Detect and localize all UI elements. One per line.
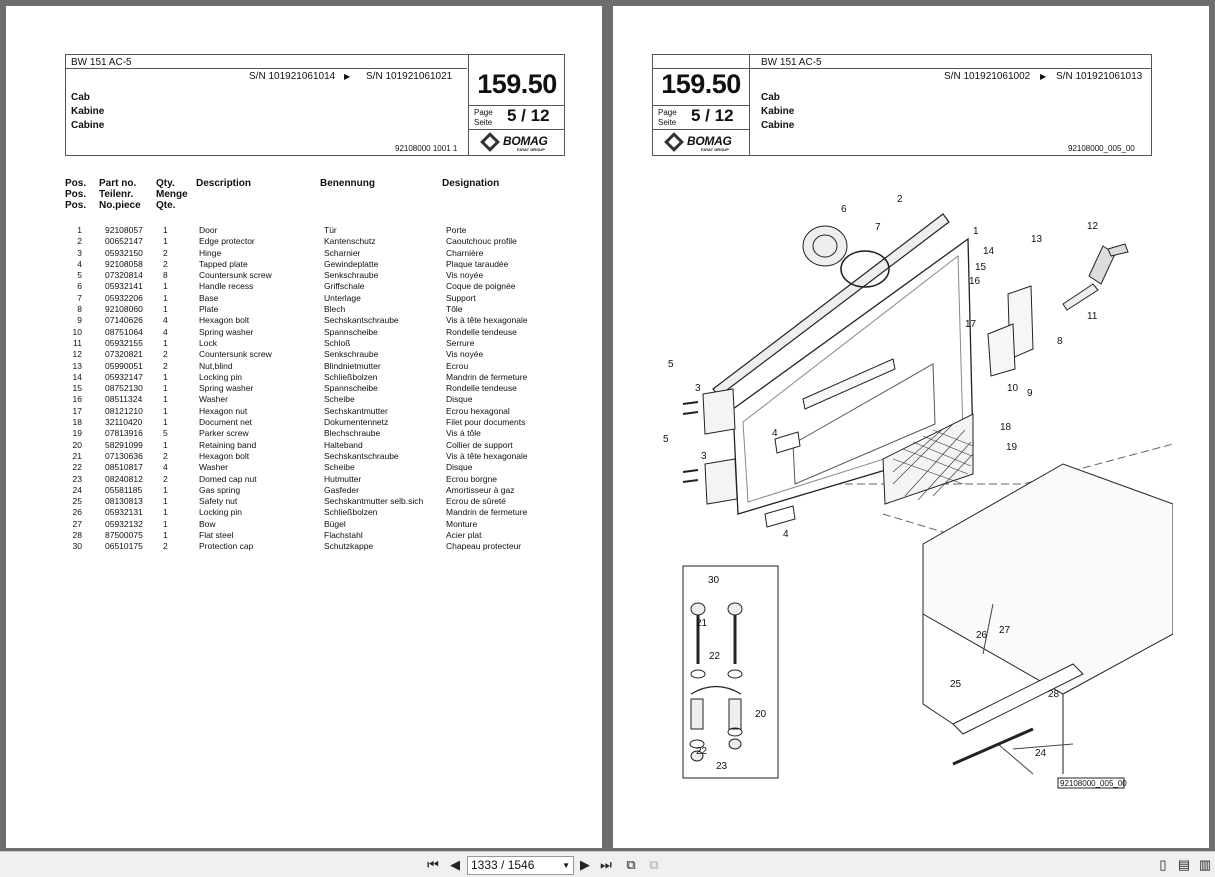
section-number: 159.50 [477, 69, 557, 99]
part-number: 07813916 [105, 428, 143, 439]
callout-4: 4 [772, 428, 778, 439]
callout-14: 14 [983, 246, 995, 257]
part-designation: Caoutchouc profile [446, 236, 517, 247]
part-qty: 1 [163, 439, 168, 450]
part-number: 05932132 [105, 518, 143, 529]
section-box [468, 55, 565, 155]
callout-20: 20 [755, 709, 767, 720]
facing-icon[interactable]: ▥ [1198, 857, 1212, 872]
part-benennung: Kantenschutz [324, 236, 376, 247]
part-benennung: Dokumentennetz [324, 417, 389, 428]
part-benennung: Flachstahl [324, 530, 363, 541]
page-title: Cab Kabine Cabine [761, 92, 795, 131]
title-de: Kabine [71, 106, 105, 117]
part-benennung: Sechskantschraube [324, 315, 399, 326]
part-qty: 1 [163, 417, 168, 428]
part-qty: 1 [163, 496, 168, 507]
part-description: Hexagon nut [199, 405, 248, 416]
serial-from: S/N 101921061014 [249, 71, 336, 82]
part-qty: 1 [163, 371, 168, 382]
part-qty: 1 [163, 281, 168, 292]
part-designation: Vis noyée [446, 270, 484, 281]
callout-18: 18 [1000, 422, 1012, 433]
col-pos-header: Pos. Pos. Pos. [65, 178, 87, 211]
part-benennung: Tür [324, 225, 337, 235]
part-pos: 21 [72, 450, 82, 461]
table-row [66, 530, 566, 541]
part-description: Edge protector [199, 236, 255, 247]
part-designation: Chapeau protecteur [446, 541, 522, 552]
part-qty: 8 [163, 270, 168, 281]
table-row [66, 496, 566, 507]
table-row [66, 270, 566, 281]
part-benennung: Blechschraube [324, 428, 381, 439]
part-pos: 12 [72, 349, 82, 360]
part-number: 08752130 [105, 383, 143, 394]
part-designation: Mandrin de fermeture [446, 371, 528, 382]
part-designation: Vis noyée [446, 349, 484, 360]
part-number: 08240812 [105, 473, 143, 484]
part-designation: Ecrou hexagonal [446, 405, 510, 416]
part-description: Washer [199, 462, 228, 473]
part-qty: 1 [163, 383, 168, 394]
callout-30: 30 [708, 575, 720, 586]
part-designation: Charnière [446, 247, 484, 258]
part-pos: 6 [77, 281, 82, 292]
part-qty: 4 [163, 326, 168, 337]
part-designation: Support [446, 292, 476, 303]
part-pos: 30 [72, 541, 82, 552]
part-description: Spring washer [199, 383, 254, 394]
table-row [66, 248, 566, 259]
part-pos: 20 [72, 439, 82, 450]
table-row [66, 327, 566, 338]
part-description: Base [199, 292, 219, 303]
part-qty: 1 [163, 394, 168, 405]
part-qty: 5 [163, 428, 168, 439]
part-description: Countersunk screw [199, 349, 272, 360]
part-pos: 19 [72, 428, 82, 439]
part-description: Nut,blind [199, 360, 233, 371]
section-number: 159.50 [661, 69, 741, 99]
page-indicator: 1333 / 1546 [471, 858, 535, 872]
part-designation: Plaque taraudée [446, 258, 509, 269]
part-number: 05581185 [105, 484, 143, 495]
serial-arrow: ▶ [1040, 72, 1047, 81]
part-description: Protection cap [199, 541, 254, 552]
part-designation: Disque [446, 462, 473, 473]
part-benennung: Blech [324, 304, 346, 315]
table-row [66, 507, 566, 518]
part-qty: 2 [163, 247, 168, 258]
part-designation: Filet pour documents [446, 417, 526, 428]
table-row [66, 451, 566, 462]
part-description: Door [199, 225, 218, 235]
part-designation: Amortisseur à gaz [446, 484, 515, 495]
document-number: 92108000_005_00 [1068, 144, 1135, 153]
viewer-toolbar [0, 851, 1215, 877]
part-designation: Rondelle tendeuse [446, 326, 517, 337]
part-description: Handle recess [199, 281, 254, 292]
callout-25: 25 [950, 679, 962, 690]
part-qty: 4 [163, 462, 168, 473]
part-benennung: Sechskantschraube [324, 450, 399, 461]
part-pos: 27 [72, 518, 82, 529]
part-number: 05932206 [105, 292, 143, 303]
part-number: 05932131 [105, 507, 143, 518]
part-description: Hexagon bolt [199, 315, 250, 326]
part-qty: 2 [163, 541, 168, 552]
callout-3: 3 [701, 451, 707, 462]
part-designation: Porte [446, 225, 467, 235]
part-qty: 1 [163, 236, 168, 247]
table-row [66, 236, 566, 247]
part-pos: 14 [72, 371, 82, 382]
table-row [66, 417, 566, 428]
part-number: 05932150 [105, 247, 143, 258]
part-designation: Vis à tête hexagonale [446, 315, 528, 326]
part-designation: Acier plat [446, 530, 482, 541]
part-pos: 5 [77, 270, 82, 281]
callout-5: 5 [668, 359, 674, 370]
table-row [66, 440, 566, 451]
table-row [66, 383, 566, 394]
model-name: BW 151 AC-5 [761, 57, 822, 68]
part-benennung: Scharnier [324, 247, 361, 258]
chevron-down-icon[interactable]: ▼ [562, 861, 570, 870]
part-description: Locking pin [199, 371, 243, 382]
part-benennung: Schutzkappe [324, 541, 374, 552]
part-benennung: Blindnietmutter [324, 360, 381, 371]
table-row [66, 315, 566, 326]
table-row [66, 394, 566, 405]
col-ben-header: Benennung [320, 178, 375, 189]
callout-19: 19 [1006, 442, 1018, 453]
part-qty: 4 [163, 315, 168, 326]
part-pos: 15 [72, 383, 82, 394]
part-pos: 1 [77, 225, 82, 235]
part-number: 32110420 [105, 417, 143, 428]
table-row [66, 225, 566, 236]
part-pos: 26 [72, 507, 82, 518]
part-benennung: Senkschraube [324, 349, 379, 360]
part-benennung: Senkschraube [324, 270, 379, 281]
part-pos: 4 [77, 258, 82, 269]
part-number: 08751064 [105, 326, 143, 337]
part-number: 07320821 [105, 349, 143, 360]
part-description: Hinge [199, 247, 222, 258]
part-description: Document net [199, 417, 252, 428]
col-des-header: Designation [442, 178, 500, 189]
callout-5: 5 [663, 434, 669, 445]
part-benennung: Griffschale [324, 281, 365, 292]
callout-9: 9 [1027, 388, 1033, 399]
go-back-icon[interactable]: ⧉ [626, 857, 636, 872]
diagram-tag: 92108000_005_00 [1060, 779, 1127, 788]
table-row [66, 338, 566, 349]
prev-page-icon[interactable]: ◀ [450, 857, 460, 872]
page-value: 5 / 12 [507, 106, 550, 125]
part-description: Parker screw [199, 428, 249, 439]
first-page-icon[interactable]: ⏮ [427, 857, 439, 872]
part-benennung: Sechskantmutter selb.sich [324, 496, 424, 507]
part-benennung: Scheibe [324, 462, 355, 473]
part-designation: Disque [446, 394, 473, 405]
part-number: 06510175 [105, 541, 143, 552]
part-number: 05932141 [105, 281, 143, 292]
part-designation: Serrure [446, 337, 475, 348]
part-designation: Rondelle tendeuse [446, 383, 517, 394]
page-number-input[interactable] [467, 856, 574, 875]
part-number: 05990051 [105, 360, 143, 371]
part-number: 05932147 [105, 371, 143, 382]
serial-to: S/N 101921061021 [366, 71, 453, 82]
part-benennung: Bügel [324, 518, 346, 529]
part-number: 87500075 [105, 530, 143, 541]
callout-7: 7 [875, 222, 881, 233]
part-pos: 17 [72, 405, 82, 416]
title-fr: Cabine [71, 120, 105, 131]
part-benennung: Spannscheibe [324, 383, 378, 394]
parts-list [66, 225, 566, 553]
last-page-icon[interactable]: ⏭ [600, 857, 612, 872]
callout-22: 22 [709, 651, 721, 662]
part-number: 08511324 [105, 394, 143, 405]
part-qty: 1 [163, 225, 168, 235]
part-description: Flat steel [199, 530, 234, 541]
part-pos: 24 [72, 484, 82, 495]
part-designation: Collier de support [446, 439, 513, 450]
col-qty-header: Qty. Menge Qte. [156, 178, 188, 211]
part-benennung: Scheibe [324, 394, 355, 405]
title-en: Cab [71, 92, 90, 103]
callout-11: 11 [1087, 311, 1098, 322]
part-qty: 2 [163, 349, 168, 360]
page-label: Page Seite [474, 108, 493, 127]
part-designation: Monture [446, 518, 478, 529]
part-benennung: Sechskantmutter [324, 405, 388, 416]
part-qty: 1 [163, 530, 168, 541]
part-designation: Vis à tôle [446, 428, 481, 439]
go-forward-icon[interactable]: ⧉ [649, 857, 659, 872]
part-description: Countersunk screw [199, 270, 272, 281]
col-desc-header: Description [196, 178, 252, 189]
callout-24: 24 [1035, 748, 1047, 759]
page-title [71, 91, 104, 133]
callout-22: 22 [696, 746, 708, 757]
part-pos: 16 [72, 394, 82, 405]
part-number: 58291099 [105, 439, 143, 450]
part-description: Domed cap nut [199, 473, 257, 484]
table-row [66, 361, 566, 372]
part-description: Tapped plate [199, 258, 248, 269]
exploded-parts-diagram [653, 184, 1173, 794]
part-pos: 28 [72, 530, 82, 541]
part-pos: 25 [72, 496, 82, 507]
part-qty: 2 [163, 450, 168, 461]
part-designation: Coque de poignée [446, 281, 516, 292]
right-page [613, 6, 1209, 848]
table-row [66, 349, 566, 360]
callout-2: 2 [897, 194, 903, 205]
callout-28: 28 [1048, 689, 1060, 700]
callout-27: 27 [999, 625, 1011, 636]
table-row [66, 304, 566, 315]
part-qty: 2 [163, 258, 168, 269]
page-value: 5 / 12 [691, 106, 734, 125]
part-pos: 11 [73, 337, 82, 348]
callout-17: 17 [965, 319, 977, 330]
part-benennung: Hutmutter [324, 473, 362, 484]
part-description: Lock [199, 337, 217, 348]
left-page [6, 6, 602, 848]
part-number: 92108060 [105, 304, 143, 315]
part-qty: 2 [163, 473, 168, 484]
part-qty: 1 [163, 518, 168, 529]
section-box [653, 55, 750, 155]
callout-13: 13 [1031, 234, 1043, 245]
part-number: 08130813 [105, 496, 143, 507]
part-description: Washer [199, 394, 228, 405]
part-number: 92108057 [105, 225, 143, 235]
bomag-logo: BOMAG FAYAT GROUP [483, 133, 553, 153]
part-benennung: Spannscheibe [324, 326, 378, 337]
serial-from: S/N 101921061002 [944, 71, 1031, 82]
table-row [66, 519, 566, 530]
part-number: 08510817 [105, 462, 143, 473]
part-benennung: Schloß [324, 337, 351, 348]
table-row [66, 428, 566, 439]
table-row [66, 474, 566, 485]
part-designation: Ecrou [446, 360, 469, 371]
callout-3: 3 [695, 383, 701, 394]
part-benennung: Gasfeder [324, 484, 359, 495]
serial-arrow: ▶ [344, 72, 351, 81]
part-benennung: Schließbolzen [324, 507, 378, 518]
part-pos: 2 [77, 236, 82, 247]
part-pos: 18 [72, 417, 82, 428]
callout-10: 10 [1007, 383, 1019, 394]
part-qty: 1 [163, 304, 168, 315]
part-description: Hexagon bolt [199, 450, 250, 461]
part-description: Spring washer [199, 326, 254, 337]
callout-21: 21 [696, 618, 708, 629]
part-pos: 7 [77, 292, 82, 303]
col-part-header: Part no. Teilenr. No.piece [99, 178, 141, 211]
continuous-icon[interactable]: ▤ [1177, 857, 1191, 872]
table-row [66, 372, 566, 383]
page-label: Page Seite [658, 108, 677, 127]
table-row [66, 406, 566, 417]
table-row [66, 293, 566, 304]
part-number: 92108058 [105, 258, 143, 269]
callout-4: 4 [783, 529, 789, 540]
part-description: Gas spring [199, 484, 241, 495]
part-description: Bow [199, 518, 216, 529]
callout-26: 26 [976, 630, 988, 641]
part-description: Plate [199, 304, 219, 315]
part-pos: 13 [72, 360, 82, 371]
callout-23: 23 [716, 761, 728, 772]
single-page-icon[interactable]: ▯ [1159, 857, 1167, 872]
part-pos: 10 [72, 326, 82, 337]
part-number: 05932155 [105, 337, 143, 348]
document-number: 92108000 1001 1 [395, 144, 458, 153]
part-number: 07140626 [105, 315, 143, 326]
part-designation: Ecrou de sûreté [446, 496, 507, 507]
callout-16: 16 [969, 276, 981, 287]
table-row [66, 541, 566, 552]
part-designation: Vis à tête hexagonale [446, 450, 528, 461]
callout-8: 8 [1057, 336, 1063, 347]
part-qty: 1 [163, 405, 168, 416]
part-description: Retaining band [199, 439, 257, 450]
part-qty: 2 [163, 360, 168, 371]
part-number: 07130636 [105, 450, 143, 461]
part-designation: Ecrou borgne [446, 473, 498, 484]
header-box [65, 54, 565, 156]
part-qty: 1 [163, 337, 168, 348]
part-qty: 1 [163, 507, 168, 518]
part-pos: 22 [72, 462, 82, 473]
callout-15: 15 [975, 262, 987, 273]
part-designation: Tôle [446, 304, 463, 315]
header-box-right [652, 54, 1152, 156]
part-benennung: Schließbolzen [324, 371, 378, 382]
callout-1: 1 [973, 226, 979, 237]
callout-6: 6 [841, 204, 847, 215]
part-number: 08121210 [105, 405, 143, 416]
part-qty: 1 [163, 292, 168, 303]
part-qty: 1 [163, 484, 168, 495]
part-description: Safety nut [199, 496, 238, 507]
part-benennung: Unterlage [324, 292, 361, 303]
table-row [66, 485, 566, 496]
bomag-logo: BOMAG FAYAT GROUP [667, 133, 737, 153]
part-pos: 23 [72, 473, 82, 484]
part-pos: 8 [77, 304, 82, 315]
table-row [66, 462, 566, 473]
table-row [66, 259, 566, 270]
part-designation: Mandrin de fermeture [446, 507, 528, 518]
part-benennung: Halteband [324, 439, 363, 450]
part-number: 00652147 [105, 236, 143, 247]
part-description: Locking pin [199, 507, 243, 518]
part-benennung: Gewindeplatte [324, 258, 379, 269]
part-number: 07320814 [105, 270, 143, 281]
table-row [66, 281, 566, 292]
callout-12: 12 [1087, 221, 1099, 232]
next-page-icon[interactable]: ▶ [580, 857, 590, 872]
part-pos: 3 [77, 247, 82, 258]
model-name: BW 151 AC-5 [71, 57, 132, 68]
part-pos: 9 [77, 315, 82, 326]
serial-to: S/N 101921061013 [1056, 71, 1143, 82]
